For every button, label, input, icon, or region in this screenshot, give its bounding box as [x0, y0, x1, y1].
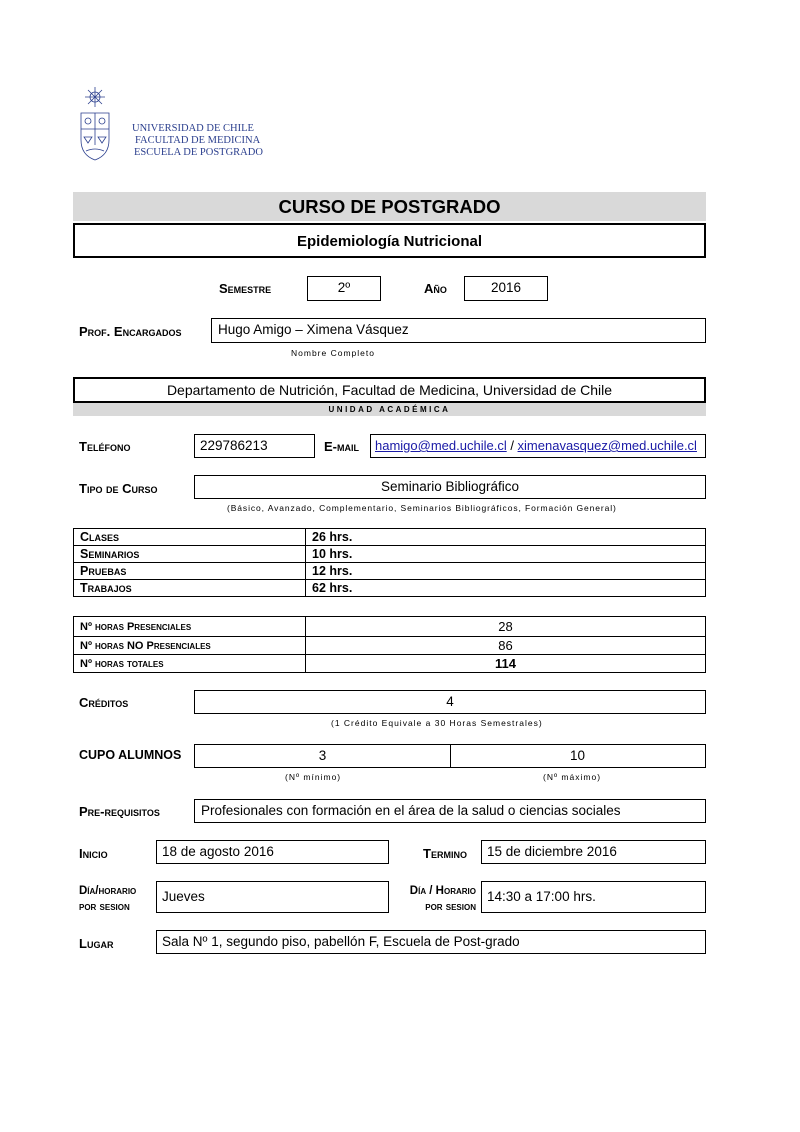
course-type-value: Seminario Bibliográfico	[194, 475, 706, 499]
email-link-2[interactable]: ximenavasquez@med.uchile.cl	[517, 438, 697, 453]
hours-value: 62 hrs.	[306, 580, 706, 597]
totals-label: Nº horas Presenciales	[74, 617, 306, 637]
hours-value: 26 hrs.	[306, 529, 706, 546]
session-day-value: Jueves	[156, 881, 389, 913]
hours-label: Trabajos	[74, 580, 306, 597]
table-row	[74, 546, 706, 563]
academic-unit-label: UNIDAD ACADÉMICA	[73, 403, 706, 416]
phone-label: Teléfono	[79, 439, 131, 454]
semester-label: Semestre	[219, 281, 272, 296]
totals-value: 28	[306, 617, 706, 637]
quota-max: 10	[569, 748, 586, 763]
email-link-1[interactable]: hamigo@med.uchile.cl	[375, 438, 507, 453]
phone-value: 229786213	[194, 434, 315, 458]
hours-label: Seminarios	[74, 546, 306, 563]
university-seal-logo	[78, 85, 124, 161]
totals-label: Nº horas NO Presenciales	[74, 637, 306, 655]
end-label: Termino	[423, 846, 467, 861]
hours-label: Clases	[74, 529, 306, 546]
table-row	[74, 637, 706, 655]
session-day-label-line2: por sesion	[79, 901, 130, 913]
table-row	[74, 655, 706, 673]
hours-table	[73, 528, 706, 597]
course-type-hint: (Básico, Avanzado, Complementario, Seminarios Bibliográficos, Formación General)	[227, 503, 617, 513]
quota-min: 3	[318, 748, 327, 763]
hours-label: Pruebas	[74, 563, 306, 580]
email-value	[370, 434, 706, 458]
hour-totals-table	[73, 616, 706, 673]
course-name: Epidemiología Nutricional	[73, 223, 706, 258]
table-row	[74, 580, 706, 597]
institution-header	[132, 123, 263, 159]
totals-value: 114	[306, 655, 706, 673]
quota-max-hint: (Nº máximo)	[543, 772, 602, 782]
hours-value: 12 hrs.	[306, 563, 706, 580]
totals-label: Nº horas totales	[74, 655, 306, 673]
credits-value: 4	[194, 690, 706, 714]
email-label: E-mail	[324, 439, 359, 454]
faculty-name: FACULTAD DE MEDICINA	[135, 135, 261, 146]
credits-label: Créditos	[79, 695, 129, 710]
session-day-label-line1: Día/horario	[79, 885, 137, 897]
session-time-label-line1: Día / Horario	[409, 885, 476, 897]
table-row	[74, 617, 706, 637]
professors-hint: Nombre Completo	[291, 348, 375, 358]
email-separator: /	[506, 438, 518, 453]
school-name: ESCUELA DE POSTGRADO	[134, 147, 263, 158]
start-label: Inicio	[79, 846, 108, 861]
table-row	[74, 529, 706, 546]
session-time-label-line2: por sesion	[425, 901, 476, 913]
quota-box	[194, 744, 706, 768]
hours-value: 10 hrs.	[306, 546, 706, 563]
university-name: UNIVERSIDAD DE CHILE	[132, 123, 254, 134]
session-time-value: 14:30 a 17:00 hrs.	[481, 881, 706, 913]
professors-label: Prof. Encargados	[79, 324, 182, 339]
course-type-label: Tipo de Curso	[79, 481, 158, 496]
session-time-label	[396, 883, 476, 915]
start-value: 18 de agosto 2016	[156, 840, 389, 864]
semester-value: 2º	[307, 276, 381, 301]
year-value: 2016	[464, 276, 548, 301]
session-day-label	[79, 883, 136, 915]
table-row	[74, 563, 706, 580]
totals-value: 86	[306, 637, 706, 655]
quota-min-hint: (Nº mínimo)	[285, 772, 342, 782]
end-value: 15 de diciembre 2016	[481, 840, 706, 864]
year-label: Año	[424, 281, 447, 296]
place-value: Sala Nº 1, segundo piso, pabellón F, Escuela de Post-grado	[156, 930, 706, 954]
credits-hint: (1 Crédito Equivale a 30 Horas Semestrales)	[331, 718, 543, 728]
place-label: Lugar	[79, 936, 114, 951]
academic-unit-value: Departamento de Nutrición, Facultad de Medicina, Universidad de Chile	[73, 377, 706, 403]
quota-label: CUPO ALUMNOS	[79, 748, 182, 762]
professors-value: Hugo Amigo – Ximena Vásquez	[211, 318, 706, 343]
prerequisites-label: Pre-requisitos	[79, 804, 160, 819]
page-title: CURSO DE POSTGRADO	[73, 192, 706, 221]
prerequisites-value: Profesionales con formación en el área de la salud o ciencias sociales	[194, 799, 706, 823]
